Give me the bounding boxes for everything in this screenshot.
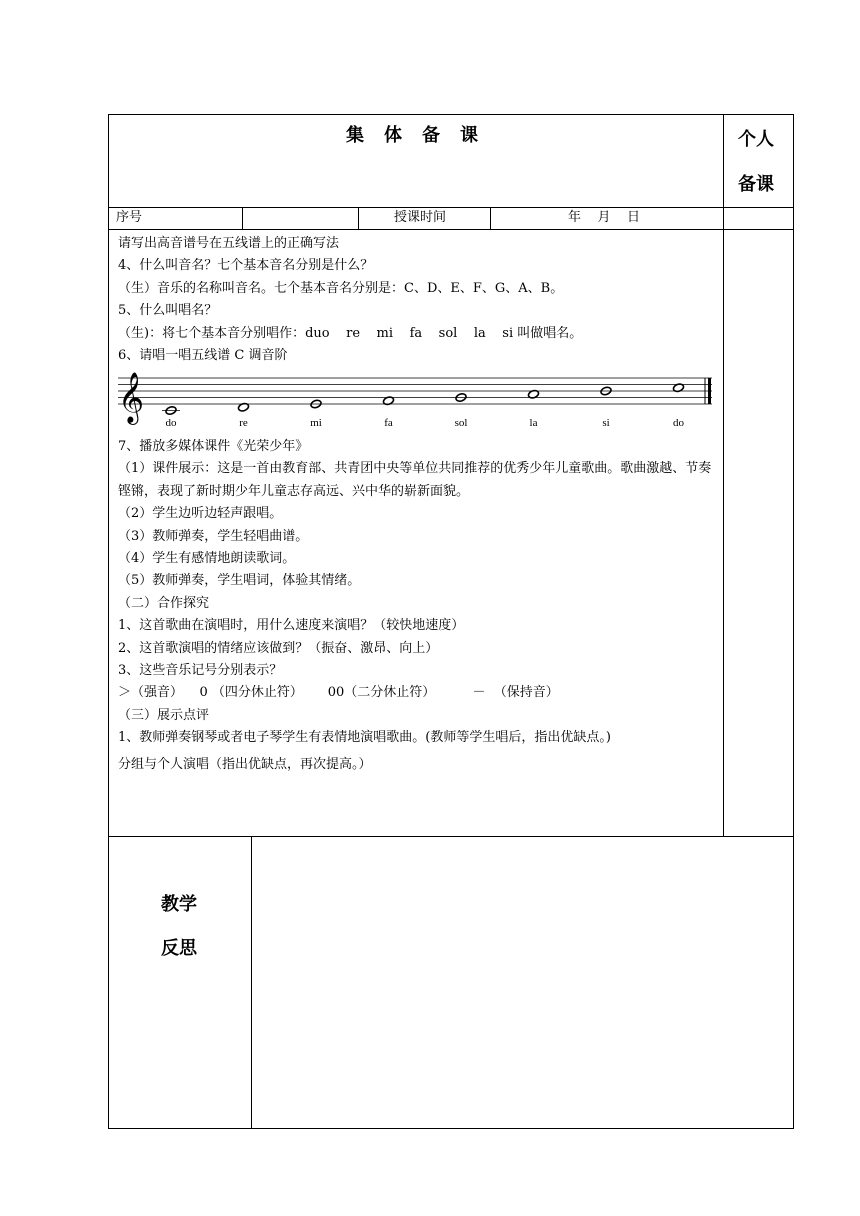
info-row-divider [108,229,794,230]
reflection-label-2: 反思 [161,938,197,959]
note-label: la [529,417,538,429]
note-label: si [602,417,610,429]
coop-1: 1、这首歌曲在演唱时，用什么速度来演唱？（较快地速度） [118,618,465,634]
coop-3: 3、这些音乐记号分别表示？ [118,663,283,679]
note-label: mi [310,417,322,429]
section-2-heading: （二）合作探究 [118,595,210,611]
answer-5: （生)：将七个基本音分别唱作：duo re mi fa sol la si 叫做唱名。 [118,325,583,341]
treble-clef-icon: 𝄞 [118,372,145,423]
personal-prep-label-1: 个人 [738,129,774,150]
reflection-table [108,836,794,1129]
step-4: （4）学生有感情地朗读歌词。 [118,551,296,567]
header-divider [108,207,794,208]
item-7: 7、播放多媒体课件《光荣少年》 [118,439,309,454]
time-label: 授课时间 [394,210,447,225]
question-6: 6、请唱一唱五线谱 C 调音阶 [118,348,288,364]
note-label: do [165,417,177,429]
note-label: re [239,417,248,429]
barline-thick [708,378,711,404]
note-label: fa [384,417,393,429]
info-divider-2 [358,207,359,229]
display-1: 1、教师弹奏钢琴或者电子琴学生有表情地演唱歌曲。(教师等学生唱后，指出优缺点。) [118,730,611,746]
display-2: 分组与个人演唱（指出优缺点，再次提高。） [118,756,372,772]
note-label: do [673,417,684,429]
info-divider-1 [242,207,243,229]
step-5: （5）教师弹奏，学生唱词，体验其情绪。 [118,573,361,589]
music-symbols: ＞（强音） 0 （四分休止符） 00（二分休止符） － （保持音） [118,685,559,701]
content-intro: 请写出高音谱号在五线谱上的正确写法 [118,236,340,251]
seq-label: 序号 [116,210,143,225]
question-4: 4、什么叫音名？七个基本音名分别是什么？ [118,258,374,274]
content-lower [118,436,718,776]
section-3-heading: （三）展示点评 [118,707,210,723]
info-divider-3 [490,207,491,229]
page-title: 集体备课 [346,125,498,146]
staff-lines [118,372,712,425]
content-upper [118,233,718,367]
step-2: （2）学生边听边轻声跟唱。 [118,506,283,522]
step-1: （1）课件展示：这是一首由教育部、共青团中央等单位共同推荐的优秀少年儿童歌曲。歌曲激越、节奏铿锵，表现了新时期少年儿童志存高远、兴中华的崭新面貌。 [118,461,712,499]
coop-2: 2、这首歌演唱的情绪应该做到？（振奋、激昂、向上） [118,640,439,656]
c-major-scale-staff [116,366,720,430]
reflection-label-1: 教学 [161,894,197,915]
personal-prep-label-2: 备课 [738,174,774,195]
step-3: （3）教师弹奏，学生轻唱曲谱。 [118,528,309,544]
answer-4: （生）音乐的名称叫音名。七个基本音名分别是：C、D、E、F、G、A、B。 [118,280,564,296]
personal-column-divider [723,114,724,837]
reflection-divider [251,836,252,1129]
question-5: 5、什么叫唱名？ [118,303,218,319]
note-label: sol [454,417,468,429]
scale-notes [162,383,685,429]
date-text: 年 月 日 [568,210,641,225]
